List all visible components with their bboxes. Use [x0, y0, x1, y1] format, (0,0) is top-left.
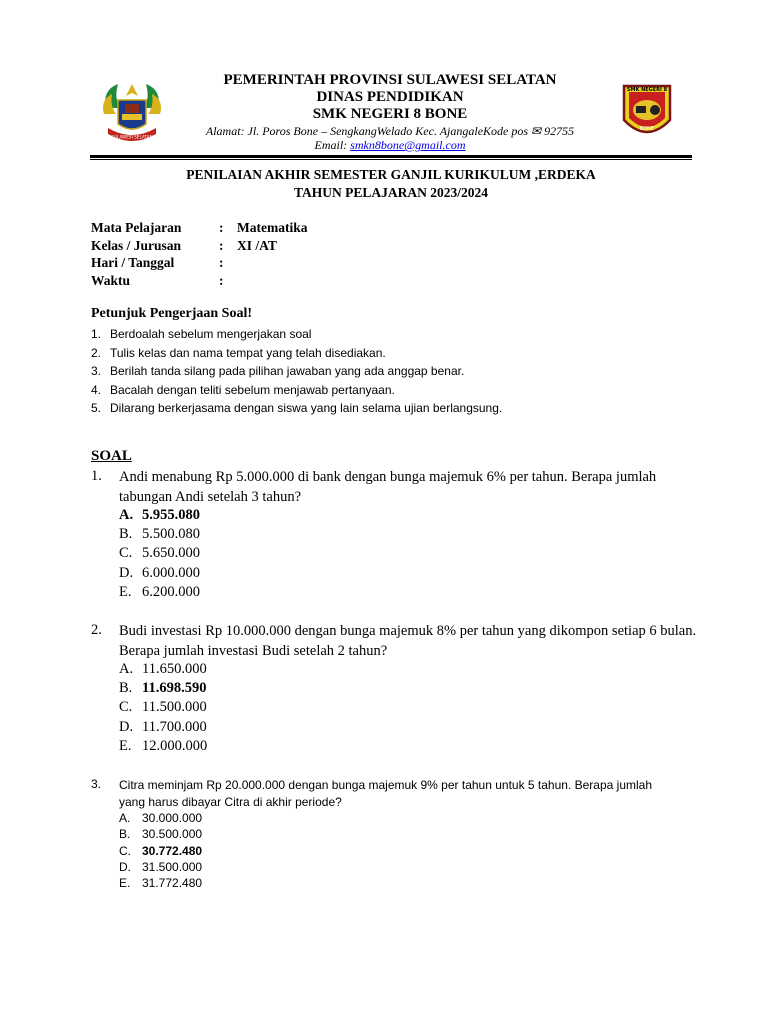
item-text: Berdoalah sebelum mengerjakan soal [110, 327, 312, 341]
letterhead-school: SMK NEGERI 8 BONE [312, 106, 468, 122]
option-value: 6.000.000 [142, 564, 200, 581]
exam-title-line2: TAHUN PELAJARAN 2023/2024 [293, 185, 488, 200]
option-value: 11.698.590 [142, 680, 207, 697]
item-text: Tulis kelas dan nama tempat yang telah disediakan. [110, 345, 386, 360]
option-value: 31.500.000 [142, 859, 203, 874]
letterhead-rule-thick [90, 155, 692, 158]
letterhead-email-line [180, 138, 600, 152]
info-sep: : [219, 272, 224, 288]
option-label: E. [119, 583, 132, 600]
item-text: Bacalah dengan teliti sebelum menjawab pertanyaan. [110, 382, 395, 397]
option-label: C. [119, 545, 133, 562]
info-key: Mata Pelajaran [91, 220, 182, 235]
letterhead [180, 72, 600, 152]
exam-title [90, 166, 692, 202]
option-value: 30.772.480 [142, 843, 203, 858]
option-label: A. [119, 811, 131, 825]
question-text: Andi menabung Rp 5.000.000 di bank dengan bunga majemuk 6% per tahun. Berapa jumlah tabungan Andi setelah 3 tahun? [119, 469, 657, 505]
letterhead-government: PEMERINTAH PROVINSI SULAWESI SELATAN [223, 72, 557, 88]
info-sep: : [219, 237, 224, 253]
option-label: A. [119, 507, 134, 523]
info-value: Matematika [237, 220, 308, 235]
province-emblem-logo [98, 78, 166, 148]
item-number: 2. [91, 345, 102, 360]
question-text: Budi investasi Rp 10.000.000 dengan bunga majemuk 8% per tahun yang dikompon setiap 6 bulan. Berapa jumlah investasi Budi setelah 2 tahun? [119, 623, 697, 659]
option-value: 11.650.000 [142, 661, 207, 677]
letterhead-address: Alamat: Jl. Poros Bone – SengkangWelado Kec. AjangaleKode pos ✉ 92755 [205, 124, 575, 138]
instructions-heading: Petunjuk Pengerjaan Soal! [91, 306, 252, 321]
exam-title-line1: PENILAIAN AKHIR SEMESTER GANJIL KURIKULUM ,ERDEKA [186, 167, 596, 182]
questions-heading: SOAL [91, 448, 132, 464]
option-label: B. [119, 526, 133, 543]
option-label: E. [119, 876, 131, 891]
info-key: Kelas / Jurusan [91, 237, 182, 253]
letterhead-department: DINAS PENDIDIKAN [316, 89, 464, 105]
item-number: 3. [91, 364, 102, 379]
option-value: 11.500.000 [142, 699, 207, 716]
info-key: Hari / Tanggal [91, 255, 175, 270]
option-label: D. [119, 564, 134, 581]
question-text: Citra meminjam Rp 20.000.000 dengan bunga majemuk 9% per tahun untuk 5 tahun. Berapa jumlah yang harus dibayar Citra di akhir periode? [119, 778, 652, 809]
option-label: B. [119, 827, 131, 842]
option-value: 6.200.000 [142, 583, 200, 600]
option-value: 30.500.000 [142, 827, 203, 842]
option-value: 5.650.000 [142, 545, 200, 562]
info-value: XI /AT [237, 237, 277, 253]
school-logo-bottom-text: BONE [639, 126, 655, 132]
option-label: B. [119, 680, 133, 697]
info-sep: : [219, 255, 224, 270]
item-text: Berilah tanda silang pada pilihan jawaban yang ada anggap benar. [110, 364, 465, 379]
option-value: 5.955.080 [142, 507, 200, 523]
question-number: 1. [91, 468, 102, 484]
item-number: 5. [91, 401, 102, 416]
info-sep: : [219, 220, 224, 235]
option-value: 12.000.000 [142, 737, 208, 754]
option-label: C. [119, 843, 131, 858]
question-number: 3. [91, 777, 102, 791]
school-logo [620, 82, 674, 144]
option-value: 11.700.000 [142, 718, 207, 735]
email-link[interactable]: smkn8bone@gmail.com [350, 138, 466, 152]
question-number: 2. [91, 622, 102, 638]
option-label: E. [119, 737, 132, 754]
option-label: D. [119, 718, 134, 735]
email-label: Email: [314, 138, 351, 152]
option-label: C. [119, 699, 133, 716]
school-logo-top-text: SMK NEGERI 8 [626, 87, 668, 93]
item-text: Dilarang berkerjasama dengan siswa yang lain selama ujian berlangsung. [110, 401, 503, 416]
info-key: Waktu [91, 272, 131, 288]
emblem-text: SULAWESI SELATAN [111, 134, 153, 140]
letterhead-rule-thin [90, 159, 692, 160]
item-number: 1. [91, 327, 102, 341]
item-number: 4. [91, 382, 102, 397]
option-value: 31.772.480 [142, 876, 203, 891]
option-value: 5.500.080 [142, 526, 200, 543]
option-value: 30.000.000 [142, 811, 203, 825]
option-label: A. [119, 661, 134, 677]
option-label: D. [119, 859, 131, 874]
